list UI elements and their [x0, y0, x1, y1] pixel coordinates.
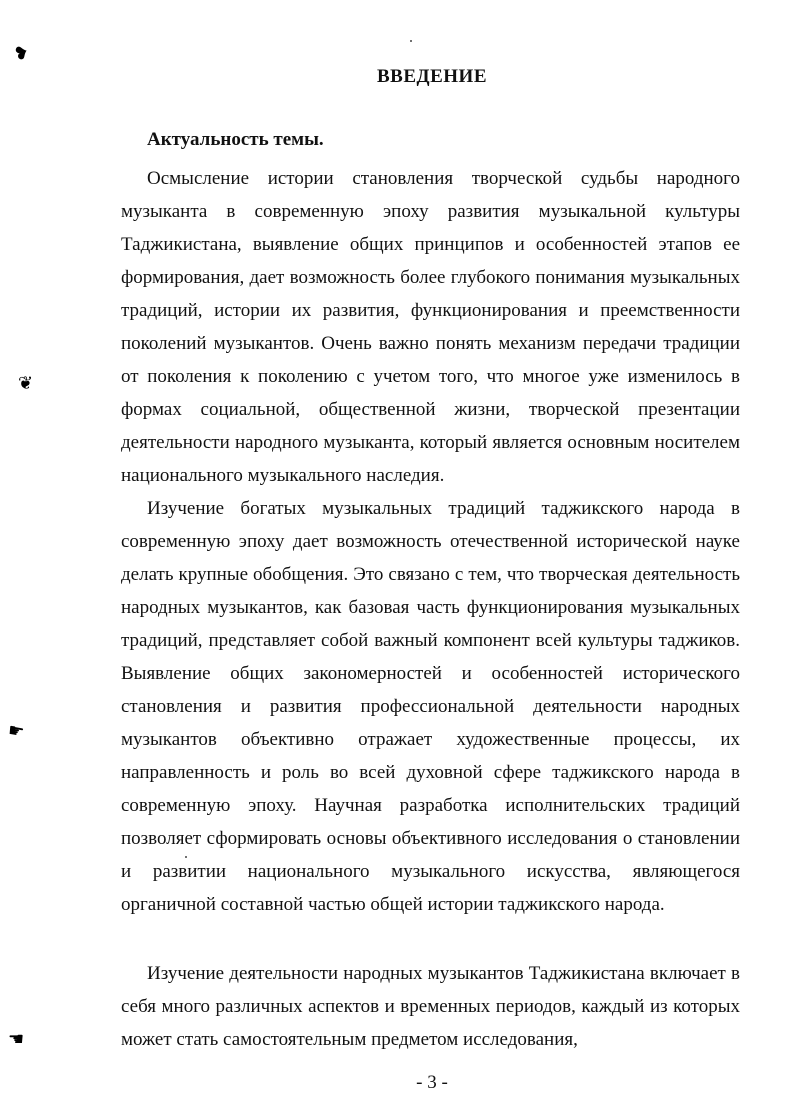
paragraph-text: Осмысление истории становления творческой судьбы народного музыканта в современную эпоху развития музыкальной культуры Таджикистана, выявление общих принципов и особенностей этапов ее формирования, дает возможность более глубокого понимания музыкальных традиций, истории их развития, функционирования и преемственности поколений музыкантов. Очень важно понять механизм передачи традиции от поколения к поколению с учетом того, что многое уже изменилось в формах социальной, общественной жизни, творческой презентации деятельности народного музыканта, который является основным носителем национального музыкального наследия.	[121, 168, 740, 486]
paragraph-text: Изучение богатых музыкальных традиций таджикского народа в современную эпоху дает возможность отечественной исторической науке делать крупные обобщения. Это связано с тем, что творческая деятельность народных музыкантов, как базовая часть функционирования музыкальных традиций, представляет собой важный компонент всей культуры таджиков. Выявление общих закономерностей и особенностей исторического становления и развития профессиональной деятельности народных музыкантов объективно отражает художественные процессы, их направленность и роль во всей духовной сфере таджикского народа в современную эпоху. Научная разработка исполнительских традиций позволяет сформировать основы объективного исследования о становлении и развитии национального музыкального искусства, являющегося органичной составной частью общей истории таджикского народа.	[121, 498, 740, 915]
binding-hole-mark-icon: ☛	[6, 719, 26, 743]
page-number: - 3 -	[416, 1072, 448, 1093]
scan-speck	[410, 40, 412, 42]
page-title: ВВЕДЕНИЕ	[377, 66, 487, 87]
section-subheading: Актуальность темы.	[147, 129, 324, 150]
paragraph-text: Изучение деятельности народных музыкантов Таджикистана включает в себя много различных аспектов и временных периодов, каждый из которых может стать самостоятельным предметом исследования,	[121, 963, 740, 1050]
binding-hole-mark-icon: ☛	[8, 1029, 25, 1049]
paragraph	[121, 492, 740, 921]
binding-hole-mark-icon: ❦	[18, 373, 34, 393]
binding-hole-mark-icon: ❥	[11, 41, 33, 65]
paragraph	[121, 162, 740, 492]
paragraph	[121, 957, 740, 1056]
